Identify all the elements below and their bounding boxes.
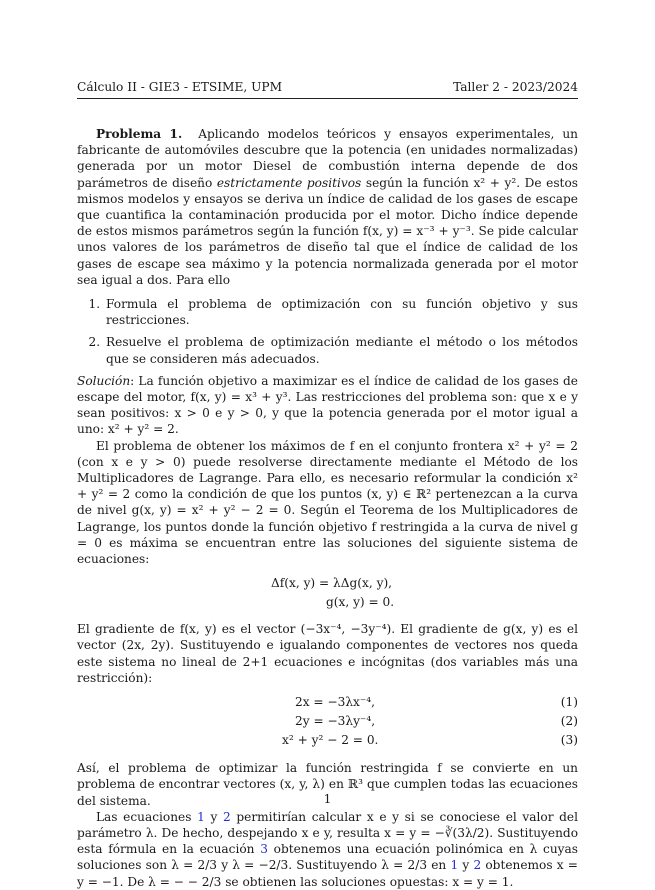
equation: 2x = −3λx⁻⁴,: [295, 695, 376, 710]
problem-statement: [77, 126, 578, 288]
equation-row: [77, 732, 578, 750]
page-number: 1: [323, 792, 332, 806]
problem-text-2: según la función x² + y². De estos mismos modelos y ensayos se deriva un índice de calidad de los gases de escape que cuantifica la contaminación producida por el motor. Dicho índice depende de estos mismos parámetros según la función f(x, y) = x⁻³ + y⁻³. Se pide calcular unos valores de los parámetros de diseño tal que el índice de calidad de los gases de escape sea máximo y la potencia normalizada generada por el motor sea igual a dos. Para ello: [77, 175, 578, 287]
problem-emphasis: estrictamente positivos: [216, 175, 362, 190]
equation-ref-link[interactable]: 1: [450, 858, 459, 873]
header-assignment: Taller 2 - 2023/2024: [453, 80, 578, 94]
equation-number: (1): [560, 695, 578, 710]
equation-ref-link[interactable]: 2: [223, 809, 231, 824]
header-course: Cálculo II - GIE3 - ETSIME, UPM: [77, 80, 283, 94]
body-text: [77, 126, 578, 890]
solution-paragraph-2: El problema de obtener los máximos de f en el conjunto frontera x² + y² = 2 (con x e y > 0) puede resolverse directamente mediante el Método de los Multiplicadores de Lagrange. Para ello, es necesario reformular la condición x² + y² = 2 como la condición de que los puntos (x, y) ∈ ℝ² pertenezcan a la curva de nivel g(x, y) = x² + y² − 2 = 0. Según el Teorema de los Multiplicadores de Lagrange, los puntos donde la función objetivo f restringida a la curva de nivel g = 0 es máxima se encuentran entre las soluciones del siguiente sistema de ecuaciones:: [77, 438, 578, 567]
solution-label: Solución: [77, 373, 131, 388]
task-item: 2. Resuelve el problema de optimización mediante el método o los métodos que se consideren más adecuados.: [104, 334, 578, 366]
text-run: obtenemos una ecuación polinómica en λ cuyas soluciones son λ = 2/3 y λ = −2/3. Sustituyendo λ = 2/3 en: [77, 842, 578, 873]
solution-paragraph-5: [77, 809, 578, 890]
problem-text-1: Aplicando modelos teóricos y ensayos experimentales, un fabricante de automóviles descubre que la potencia (en unidades normalizadas) generada por un motor Diesel de combustión interna depende de dos parámetros de diseño: [77, 127, 578, 190]
equation: 2y = −3λy⁻⁴,: [295, 714, 376, 729]
text-run: y: [204, 809, 224, 824]
equation-number: (2): [560, 714, 578, 729]
equation-row: [77, 694, 578, 712]
solution-paragraph-4: Así, el problema de optimizar la función restringida f se convierte en un problema de encontrar vectores (x, y, λ) en ℝ³ que cumplen todas las ecuaciones del sistema.: [77, 761, 578, 808]
system-line-1: Δf(x, y) = λΔg(x, y),: [271, 576, 393, 591]
problem-heading: Problema 1.: [96, 127, 183, 141]
solution-text-1: : La función objetivo a maximizar es el índice de calidad de los gases de escape del motor, f(x, y) = x³ + y³. Las restricciones del problema son: que x e y sean positivos: x > 0 e y > 0, y que la potencia generada por el motor igual a uno: x² + y² = 2.: [77, 373, 578, 437]
text-run: y: [458, 858, 474, 873]
text-run: Las ecuaciones: [96, 809, 198, 824]
equation: x² + y² − 2 = 0.: [282, 733, 379, 748]
equation-ref-link[interactable]: 3: [260, 842, 268, 857]
text-run: obtenemos x = y = −1. De λ = − − 2/3 se obtienen las soluciones opuestas: x = y = 1.: [77, 858, 578, 889]
text-run: permitirían calcular x e y si se conociese el valor del parámetro λ. De hecho, despejando x e y, resulta x = y = −∛(3λ/2). Sustituyendo esta fórmula en la ecuación: [77, 809, 578, 857]
lagrange-system: [77, 575, 578, 613]
equation-row: [77, 713, 578, 731]
solution-paragraph-1: [77, 373, 578, 438]
equation-ref-link[interactable]: 2: [473, 858, 482, 873]
task-list: [77, 296, 578, 367]
system-line-2: g(x, y) = 0.: [326, 595, 395, 610]
solution-paragraph-3: El gradiente de f(x, y) es el vector (−3x⁻⁴, −3y⁻⁴). El gradiente de g(x, y) es el vector (2x, 2y). Sustituyendo e igualando componentes de vectores nos queda este sistema no lineal de 2+1 ecuaciones e incógnitas (dos variables más una restricción):: [77, 622, 578, 685]
header-rule: [77, 98, 578, 99]
running-header: [77, 80, 578, 96]
equation-system: [77, 694, 578, 752]
equation-ref-link[interactable]: 1: [197, 809, 205, 824]
equation-number: (3): [560, 733, 578, 748]
task-item: 1. Formula el problema de optimización con su función objetivo y sus restricciones.: [104, 296, 578, 328]
